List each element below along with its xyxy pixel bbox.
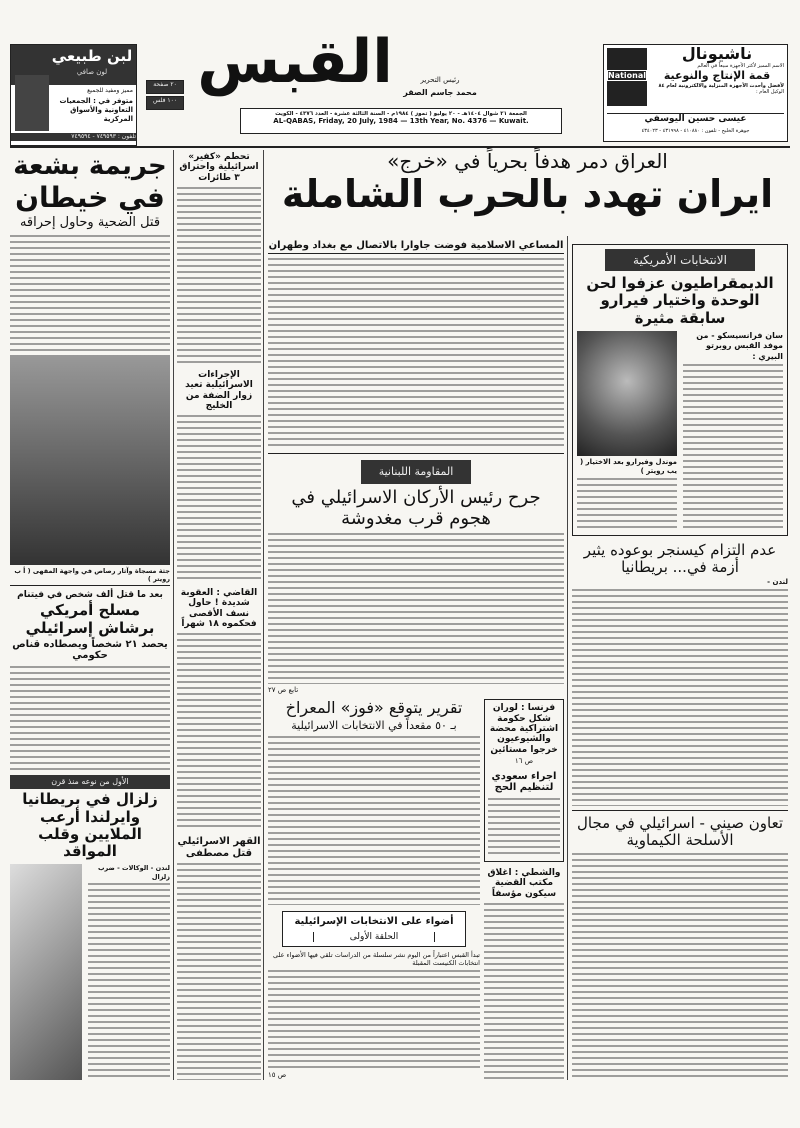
- us-elections-caption: موندل وفيرارو بعد الاختيار ( يب رويتر ): [580, 457, 677, 475]
- china-headline: تعاون صيني - اسرائيلي في مجال الأسلحة الكيماوية: [577, 813, 783, 850]
- date-english: AL-QABAS, Friday, 20 July, 1984 — 13th Year, No. 4376 — Kuwait.: [273, 117, 529, 125]
- us-elections-story: [572, 244, 788, 536]
- ad-right-agent: عيسى حسين اليوسفي: [607, 113, 784, 124]
- national-brand-en: National: [608, 71, 646, 80]
- quake-body: [88, 883, 170, 1080]
- us-elections-headline: الديمقراطيون عزفوا لحن الوحدة واختيار فيرارو سابقة مثيرة: [586, 274, 774, 327]
- quake-headline: زلزال في بريطانيا وايرلندا أرعب الملايين وقلب المواقد: [22, 790, 158, 861]
- price-box: [146, 96, 184, 110]
- us-elections-label: الانتخابات الأمريكية: [605, 249, 755, 271]
- vietnam-body: [10, 666, 170, 772]
- tunis-headline: والشطي : اغلاق مكتب القضية سيكون مؤسفاً: [487, 867, 561, 899]
- lead-subhead-rule: [268, 253, 564, 254]
- side-item-kfir: تحطم «كفير» اسرائيلية واحتراق ٣ طائرات: [179, 152, 259, 183]
- editor-label: رئيس التحرير: [420, 76, 460, 84]
- france-headline: فرنسا : لوران شكل حكومة اشتراكية محضة والشيوعيون خرجوا مستائين: [489, 703, 559, 755]
- side-col-divider-right: [263, 150, 264, 1080]
- kissinger-rule: [572, 810, 788, 811]
- side-item-aqsa: القاضي : العقوبة شديدة ! حاول نسف الأقصى فحكموه ١٨ شهراً: [180, 588, 258, 630]
- tunis-body: [484, 903, 564, 1080]
- ad-right-national: [603, 44, 788, 142]
- kissinger-headline: عدم التزام كيسنجر بوعوده يثير أزمة في... بريطانيا: [583, 540, 777, 576]
- series-box: [282, 911, 466, 947]
- masthead-rule: [10, 146, 790, 148]
- center-divider: [567, 236, 568, 1080]
- quake-label: الأول من نوعه منذ قرن: [10, 775, 170, 789]
- series-title: أضواء على الانتخابات الإسرائيلية: [294, 916, 454, 928]
- mondale-ferraro-photo: [577, 331, 677, 456]
- ad-right-line3: لأفضل وأحدث الأجهزة المنزلية والالكترونية لعام ٨٤: [658, 82, 784, 89]
- saudi-headline: اجراء سعودي لتنظيم الحج: [491, 770, 557, 794]
- ad-right-phones: جوهرة الخليج - تلفون : ٤١٠٨٨٠ - ٤٣١٩٩٨ - ٤٣٤٠٢٣: [641, 128, 750, 134]
- kheitan-caption: جثة مسجاة وآثار رصاص في واجهة المقهى ( أ ب رويتر ): [14, 566, 170, 583]
- date-line-box: [240, 108, 562, 134]
- ad-right-line2: قمة الإنتاج والنوعية: [663, 68, 771, 82]
- ad-left-laban: [10, 44, 137, 146]
- lead-kicker: العراق دمر هدفاً بحرياً في «خرج»: [387, 149, 668, 173]
- lebanon-body: [268, 533, 564, 684]
- lebanon-label: المقاومة اللبنانية: [361, 460, 471, 484]
- price: ١٠٠ فلس: [152, 97, 178, 104]
- series-part: الحلقة الأولى: [313, 932, 435, 942]
- side-item-oppression: القهر الاسرائيلي قتل مصطفى: [177, 836, 261, 859]
- lebanon-headline: جرح رئيس الأركان الاسرائيلي في هجوم قرب مغدوشة: [291, 486, 541, 529]
- lebanon-jump: تابع ص ٢٧: [268, 686, 299, 695]
- ad-left-title: لبن طبيعي: [51, 47, 133, 65]
- lead-headline: ايران تهدد بالحرب الشاملة: [281, 172, 774, 216]
- side-item-aqsa-body: [177, 633, 261, 830]
- series-body: [268, 970, 480, 1069]
- quake-dateline: لندن - الوكالات - ضرب زلزال: [97, 864, 170, 881]
- ad-left-tagline: مميز ومفيد للجميع: [87, 87, 133, 94]
- newspaper-logo: القبس: [197, 27, 393, 97]
- national-logo: [607, 48, 647, 106]
- report-body: [268, 736, 480, 905]
- side-col-divider-left: [173, 150, 174, 1080]
- kheitan-headline-2: في خيطان: [15, 180, 165, 214]
- series-lead: تبدأ القبس اعتباراً من اليوم نشر سلسلة من الدراسات تلقي فيها الأضواء على انتخابات الكنيست المقبلة: [273, 950, 480, 968]
- ad-right-agent-label: الوكيل العام :: [756, 89, 784, 96]
- us-elections-text-1: [683, 364, 783, 531]
- france-saudi-box: [484, 699, 564, 862]
- date-arabic: الجمعة ٢١ شوال ١٤٠٤هـ - ٢٠ يوليو ( تموز ) ١٩٨٤م - السنة الثالثة عشرة - العدد ٤٣٧٦ - الكويت: [275, 111, 527, 117]
- ad-left-phone: تلفون : ٧٤٩٥٩٣ - ٧٤٩٥٩٤: [11, 133, 136, 141]
- lead-subhead: المساعي الاسلامية فوضت جاوارا بالاتصال مع بغداد وطهران: [268, 240, 564, 251]
- kheitan-headline-1: جريمة بشعة: [13, 151, 167, 181]
- kissinger-dateline: لندن -: [767, 578, 788, 587]
- report-headline: تقرير يتوقع «فوز» المعراخ: [285, 698, 463, 718]
- vietnam-kicker: بعد ما قتل ألف شخص في فيتنام: [17, 590, 163, 601]
- vietnam-subhead: يحصد ٢١ شخصاً ويصطاده قناص حكومي: [12, 638, 168, 662]
- us-elections-dateline: سان فرانسيسكو - من موفد القبس روبرتو البيري :: [696, 330, 783, 361]
- side-item-west-bank-body: [177, 415, 261, 582]
- page-count: ٢٠ صفحة: [153, 81, 177, 88]
- kheitan-rule: [10, 585, 170, 586]
- ad-right-line1: الاسم المميز لأكثر الأجهزة مبيعاً في العالم: [697, 63, 784, 70]
- saudi-body: [488, 798, 560, 858]
- series-jump: ص ١٥: [268, 1070, 287, 1079]
- ad-left-available: متوفر في : الجمعيات التعاونية والأسواق المركزية: [59, 97, 133, 124]
- page-count-box: [146, 80, 184, 94]
- us-elections-text-2: [577, 478, 677, 531]
- lead-bottom-rule: [268, 453, 564, 454]
- ad-right-brand: ناشيونال: [681, 44, 753, 63]
- kheitan-subhead: قتل الضحية وحاول إحراقه: [19, 215, 161, 231]
- lead-body-text: [268, 258, 564, 449]
- france-jump: ص ١٦: [514, 756, 534, 765]
- side-item-oppression-body: [177, 863, 261, 1080]
- china-body: [572, 853, 788, 1080]
- editor-name: محمد جاسم الصقر: [403, 88, 477, 97]
- ad-left-subtitle: لون صافي: [76, 68, 108, 76]
- kissinger-body: [572, 589, 788, 806]
- side-item-kfir-body: [177, 187, 261, 364]
- ad-left-product-image: [15, 75, 49, 131]
- quake-photo: [10, 864, 82, 1080]
- kheitan-crime-photo: [10, 355, 170, 565]
- kheitan-body: [10, 235, 170, 351]
- report-subhead: بـ ٥٠ مقعداً في الانتخابات الاسرائيلية: [291, 718, 457, 732]
- vietnam-headline: مسلح أمريكي برشاش إسرائيلي: [25, 601, 155, 637]
- side-item-west-bank: الإجراءات الاسرائيلية تعيد زوار الضفة من الخليج: [185, 369, 253, 411]
